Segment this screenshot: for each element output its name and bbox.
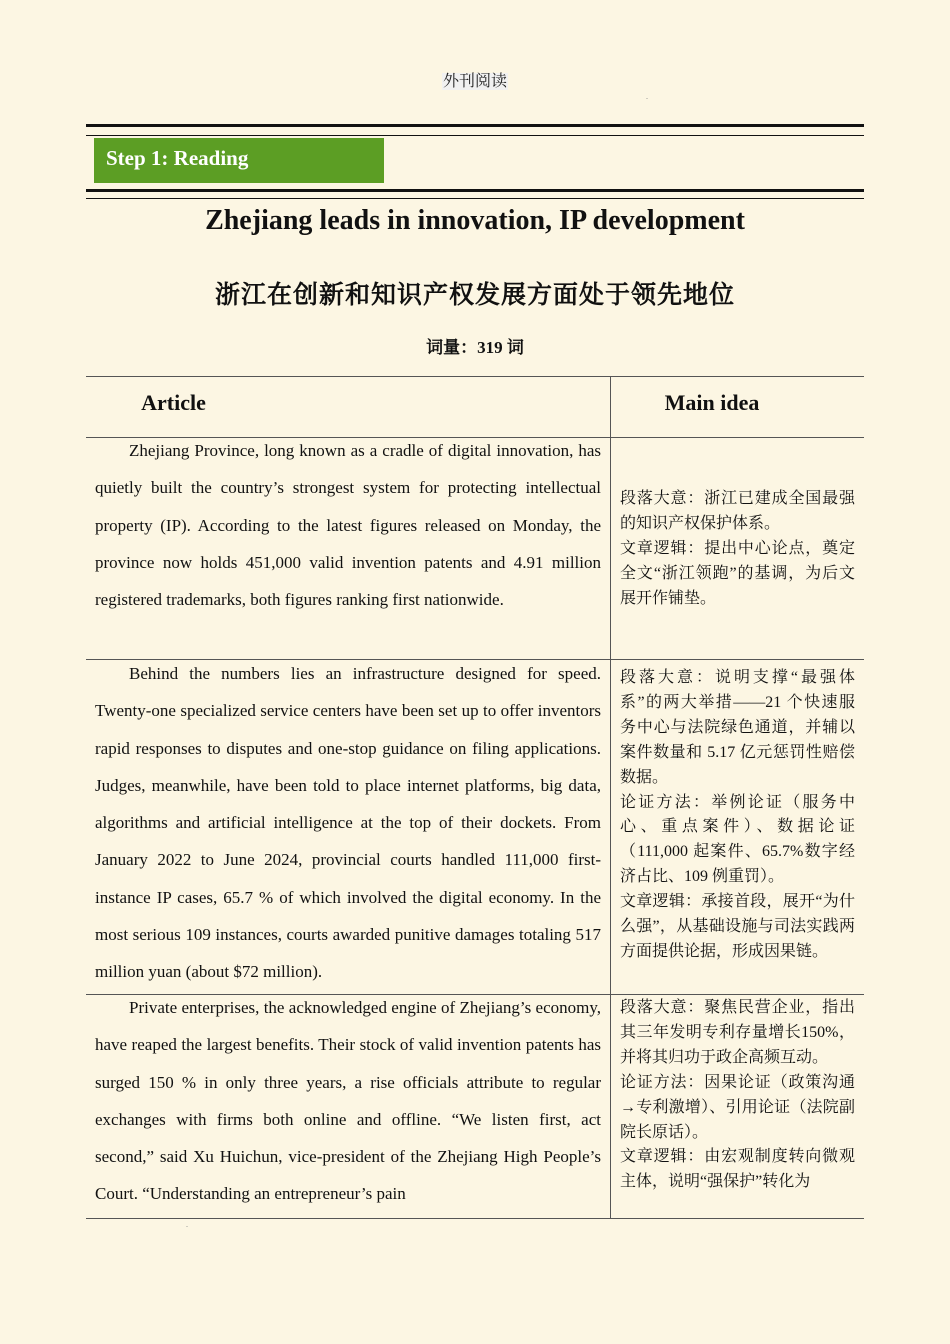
top-rule-thick [86,124,864,127]
mid-rule-thick [86,189,864,192]
main-idea-1-summary: 段落大意：浙江已建成全国最强的知识产权保护体系。 [620,490,855,532]
main-idea-3-summary: 段落大意：聚焦民营企业，指出其三年发明专利存量增长150%，并将其归功于政企高频互动。 [620,999,855,1066]
main-idea-1 [620,487,855,617]
top-rule-thin [86,135,864,136]
main-idea-2-summary: 段落大意：说明支撑“最强体系”的两大举措——21 个快速服务中心与法院绿色通道，并辅以案件数量和 5.17 亿元惩罚性赔偿数据。 [620,669,855,786]
article-title-en: Zhejiang leads in innovation, IP development [205,205,745,236]
article-paragraph-1: Zhejiang Province, long known as a cradle of digital innovation, has quietly built the country’s strongest system for protecting intellectual property (IP). According to the latest figures released on Monday, the province now holds 451,000 valid invention patents and 4.91 million registered trademarks, both figures ranking first nationwide. [95,441,601,610]
main-idea-2-logic: 文章逻辑：承接首段，展开“为什么强”，从基础设施与司法实践两方面提供论据，形成因果链。 [620,893,855,960]
word-count: 词量：319 词 [426,338,524,357]
main-idea-3-logic: 文章逻辑：由宏观制度转向微观主体，说明“强保护”转化为 [620,1148,855,1191]
page-speck: . [646,92,648,101]
page-speck: . [186,1220,188,1229]
main-idea-2 [620,666,855,991]
main-idea-3-method: 论证方法：因果论证（政策沟通→专利激增）、引用论证（法院副院长原话）。 [620,1073,855,1141]
mid-rule-thin [86,198,864,199]
article-paragraph-2: Behind the numbers lies an infrastructure designed for speed. Twenty-one specialized service centers have been set up to offer inventors rapid responses to disputes and one-stop guidance on filing applications. Judges, meanwhile, have been told to place internet platforms, big data, algorithms and artificial intelligence at the top of their dockets. From January 2022 to June 2024, provincial courts handled 111,000 first-instance IP cases, 65.7 % of which involved the digital economy. In the most serious 109 instances, courts awarded punitive damages totaling 517 million yuan (about $72 million). [95,664,601,982]
step-heading: Step 1: Reading [94,138,384,183]
col-header-article: Article [141,390,206,415]
article-title-cn: 浙江在创新和知识产权发展方面处于领先地位 [214,282,735,309]
article-paragraph-3: Private enterprises, the acknowledged engine of Zhejiang’s economy, have reaped the largest benefits. Their stock of valid invention patents has surged 150 % in only three years, a rise officials attribute to regular exchanges with firms both online and offline. “We listen first, act second,” said Xu Huichun, vice-president of the Zhejiang High People’s Court. “Understanding an entrepreneur’s pain [95,998,601,1204]
main-idea-1-logic: 文章逻辑：提出中心论点，奠定全文“浙江领跑”的基调，为后文展开作铺垫。 [620,539,855,607]
main-idea-2-method: 论证方法：举例论证（服务中心、重点案件）、数据论证（111,000 起案件、65.7%数字经济占比、109 例重罚）。 [620,793,855,886]
header-label: 外刊阅读 [442,73,507,90]
main-idea-3 [620,996,855,1217]
col-header-main-idea: Main idea [664,390,760,415]
